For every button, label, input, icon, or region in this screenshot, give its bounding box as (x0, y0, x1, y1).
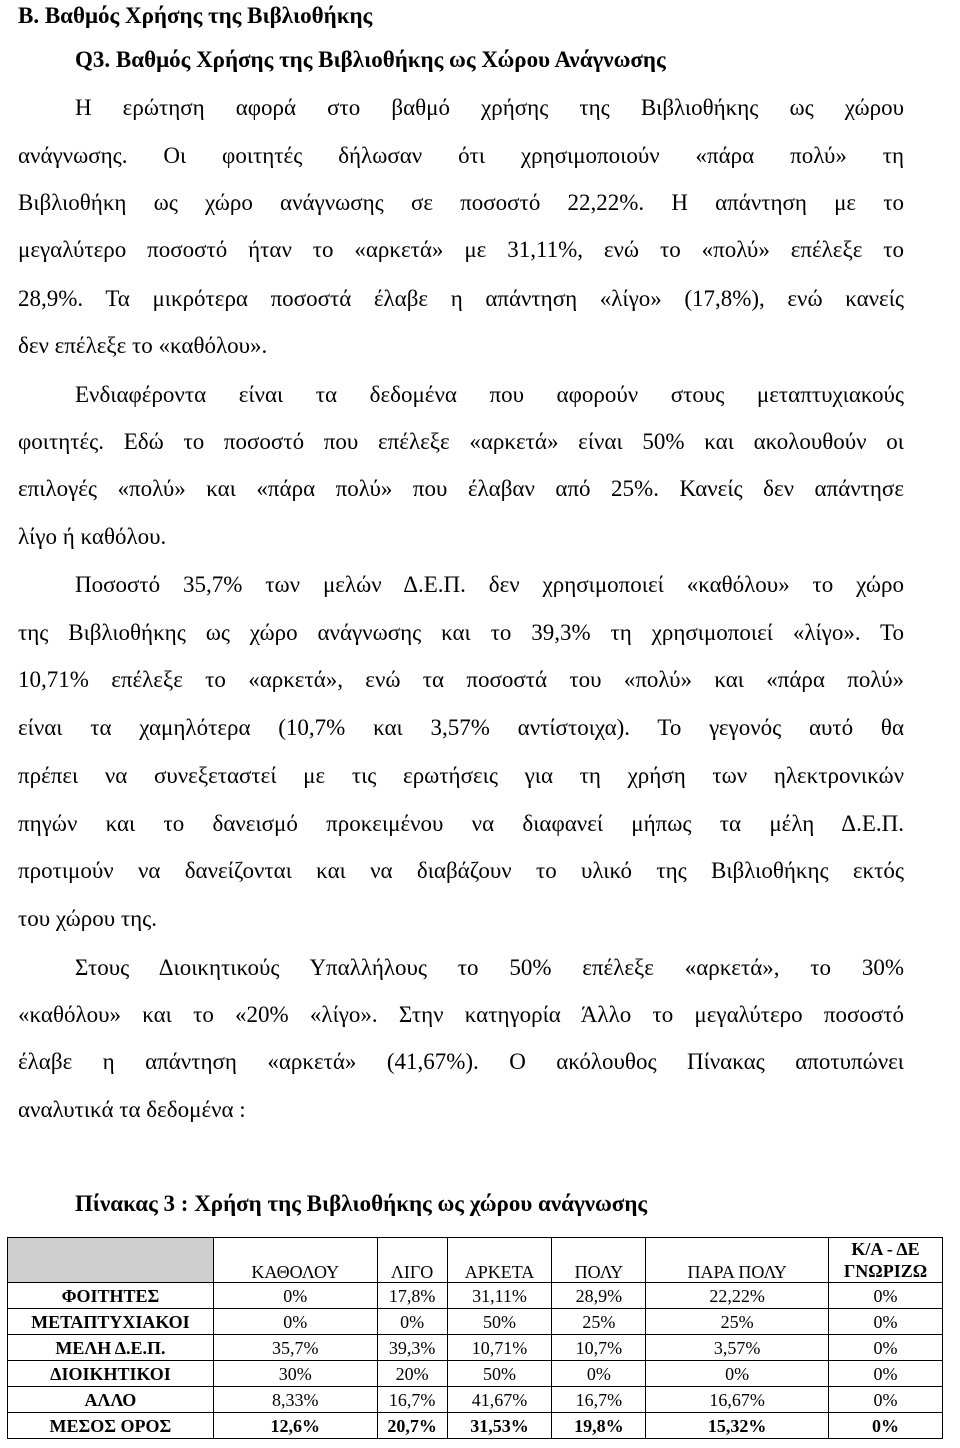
table-row-average (8, 1413, 943, 1439)
table-cell: 12,6% (213, 1413, 377, 1439)
paragraph-line: πρέπει να συνεξεταστεί με τις ερωτήσεις για τη χρήση των ηλεκτρονικών (18, 763, 904, 788)
table-cell: 16,7% (552, 1387, 646, 1413)
table-cell: 41,67% (447, 1387, 552, 1413)
table-header-cell: ΠΟΛΥ (552, 1238, 646, 1283)
row-label: ΜΕΣΟΣ ΟΡΟΣ (8, 1413, 214, 1439)
table-cell: 19,8% (552, 1413, 646, 1439)
paragraph-line: προτιμούν να δανείζονται και να διαβάζουν το υλικό της Βιβλιοθήκης εκτός (18, 858, 904, 883)
table-cell: 0% (213, 1309, 377, 1335)
table-cell: 0% (829, 1387, 943, 1413)
table-cell: 17,8% (377, 1283, 447, 1309)
table-row (8, 1309, 943, 1335)
paragraph-line: του χώρου της. (18, 906, 157, 931)
row-label: ΔΙΟΙΚΗΤΙΚΟΙ (8, 1361, 214, 1387)
row-label: ΑΛΛΟ (8, 1387, 214, 1413)
table-cell: 0% (829, 1309, 943, 1335)
paragraph-line: Βιβλιοθήκη ως χώρο ανάγνωσης σε ποσοστό 22,22%. Η απάντηση με το (18, 190, 904, 215)
table-row (8, 1283, 943, 1309)
table-cell: 28,9% (552, 1283, 646, 1309)
table-cell: 0% (829, 1361, 943, 1387)
row-label: ΦΟΙΤΗΤΕΣ (8, 1283, 214, 1309)
table-cell: 0% (213, 1283, 377, 1309)
table-cell: 20% (377, 1361, 447, 1387)
paragraph-line: λίγο ή καθόλου. (18, 524, 167, 549)
table-cell: 31,53% (447, 1413, 552, 1439)
paragraph-line: ανάγνωσης. Οι φοιτητές δήλωσαν ότι χρησιμοποιούν «πάρα πολύ» τη (18, 143, 904, 168)
row-label: ΜΕΤΑΠΤΥΧΙΑΚΟΙ (8, 1309, 214, 1335)
table-row (8, 1361, 943, 1387)
paragraph-line: Στους Διοικητικούς Υπαλλήλους το 50% επέλεξε «αρκετά», το 30% (75, 955, 904, 980)
table-cell: 0% (829, 1283, 943, 1309)
table-header-cell: ΚΑΘΟΛΟΥ (213, 1238, 377, 1283)
table-cell: 25% (646, 1309, 829, 1335)
table-cell: 39,3% (377, 1335, 447, 1361)
table-cell: 0% (377, 1309, 447, 1335)
table-cell: 0% (829, 1335, 943, 1361)
table-cell: 50% (447, 1309, 552, 1335)
section-title: Β. Βαθμός Χρήσης της Βιβλιοθήκης (18, 3, 373, 28)
table-cell: 50% (447, 1361, 552, 1387)
table-row (8, 1387, 943, 1413)
table-cell: 15,32% (646, 1413, 829, 1439)
table-cell: 25% (552, 1309, 646, 1335)
table-cell: 30% (213, 1361, 377, 1387)
table-cell: 31,11% (447, 1283, 552, 1309)
table-header-cell: ΑΡΚΕΤΑ (447, 1238, 552, 1283)
table-cell: 22,22% (646, 1283, 829, 1309)
paragraph-line: δεν επέλεξε το «καθόλου». (18, 333, 268, 358)
row-label: ΜΕΛΗ Δ.Ε.Π. (8, 1335, 214, 1361)
table-header-cell: Κ/Α - ΔΕ ΓΝΩΡΙΖΩ (829, 1238, 943, 1283)
table-header-cell (8, 1238, 214, 1283)
table-cell: 35,7% (213, 1335, 377, 1361)
paragraph-line: της Βιβλιοθήκης ως χώρο ανάγνωσης και το 39,3% τη χρησιμοποιεί «λίγο». Το (18, 620, 904, 645)
table-header-cell: ΛΙΓΟ (377, 1238, 447, 1283)
paragraph-line: Η ερώτηση αφορά στο βαθμό χρήσης της Βιβλιοθήκης ως χώρου (75, 95, 904, 120)
paragraph-line: Ποσοστό 35,7% των μελών Δ.Ε.Π. δεν χρησιμοποιεί «καθόλου» το χώρο (75, 572, 904, 597)
table-caption: Πίνακας 3 : Χρήση της Βιβλιοθήκης ως χώρου ανάγνωσης (75, 1191, 648, 1216)
table-cell: 3,57% (646, 1335, 829, 1361)
paragraph-line: πηγών και το δανεισμό προκειμένου να διαφανεί μήπως τα μέλη Δ.Ε.Π. (18, 811, 904, 836)
table-cell: 10,7% (552, 1335, 646, 1361)
table-header-cell: ΠΑΡΑ ΠΟΛΥ (646, 1238, 829, 1283)
paragraph-line: είναι τα χαμηλότερα (10,7% και 3,57% αντίστοιχα). Το γεγονός αυτό θα (18, 715, 904, 740)
table-cell: 10,71% (447, 1335, 552, 1361)
table-row (8, 1335, 943, 1361)
paragraph-line: μεγαλύτερο ποσοστό ήταν το «αρκετά» με 31,11%, ενώ το «πολύ» επέλεξε το (18, 237, 904, 262)
table-cell: 8,33% (213, 1387, 377, 1413)
paragraph-line: 28,9%. Τα μικρότερα ποσοστά έλαβε η απάντηση «λίγο» (17,8%), ενώ κανείς (18, 286, 904, 311)
table-cell: 0% (829, 1413, 943, 1439)
paragraph-line: 10,71% επέλεξε το «αρκετά», ενώ τα ποσοστά του «πολύ» και «πάρα πολύ» (18, 667, 904, 692)
table-cell: 16,7% (377, 1387, 447, 1413)
table-cell: 20,7% (377, 1413, 447, 1439)
paragraph-line: Ενδιαφέροντα είναι τα δεδομένα που αφορούν στους μεταπτυχιακούς (75, 382, 904, 407)
paragraph-line: «καθόλου» και το «20% «λίγο». Στην κατηγορία Άλλο το μεγαλύτερο ποσοστό (18, 1002, 904, 1027)
table-cell: 0% (646, 1361, 829, 1387)
paragraph-line: έλαβε η απάντηση «αρκετά» (41,67%). Ο ακόλουθος Πίνακας αποτυπώνει (18, 1049, 904, 1074)
question-title: Q3. Βαθμός Χρήσης της Βιβλιοθήκης ως Χώρου Ανάγνωσης (75, 47, 666, 72)
table-cell: 0% (552, 1361, 646, 1387)
table-cell: 16,67% (646, 1387, 829, 1413)
table-header-row (8, 1238, 943, 1283)
paragraph-line: επιλογές «πολύ» και «πάρα πολύ» που έλαβαν από 25%. Κανείς δεν απάντησε (18, 476, 904, 501)
usage-table (7, 1237, 943, 1439)
paragraph-line: αναλυτικά τα δεδομένα : (18, 1097, 246, 1122)
paragraph-line: φοιτητές. Εδώ το ποσοστό που επέλεξε «αρκετά» είναι 50% και ακολουθούν οι (18, 429, 904, 454)
